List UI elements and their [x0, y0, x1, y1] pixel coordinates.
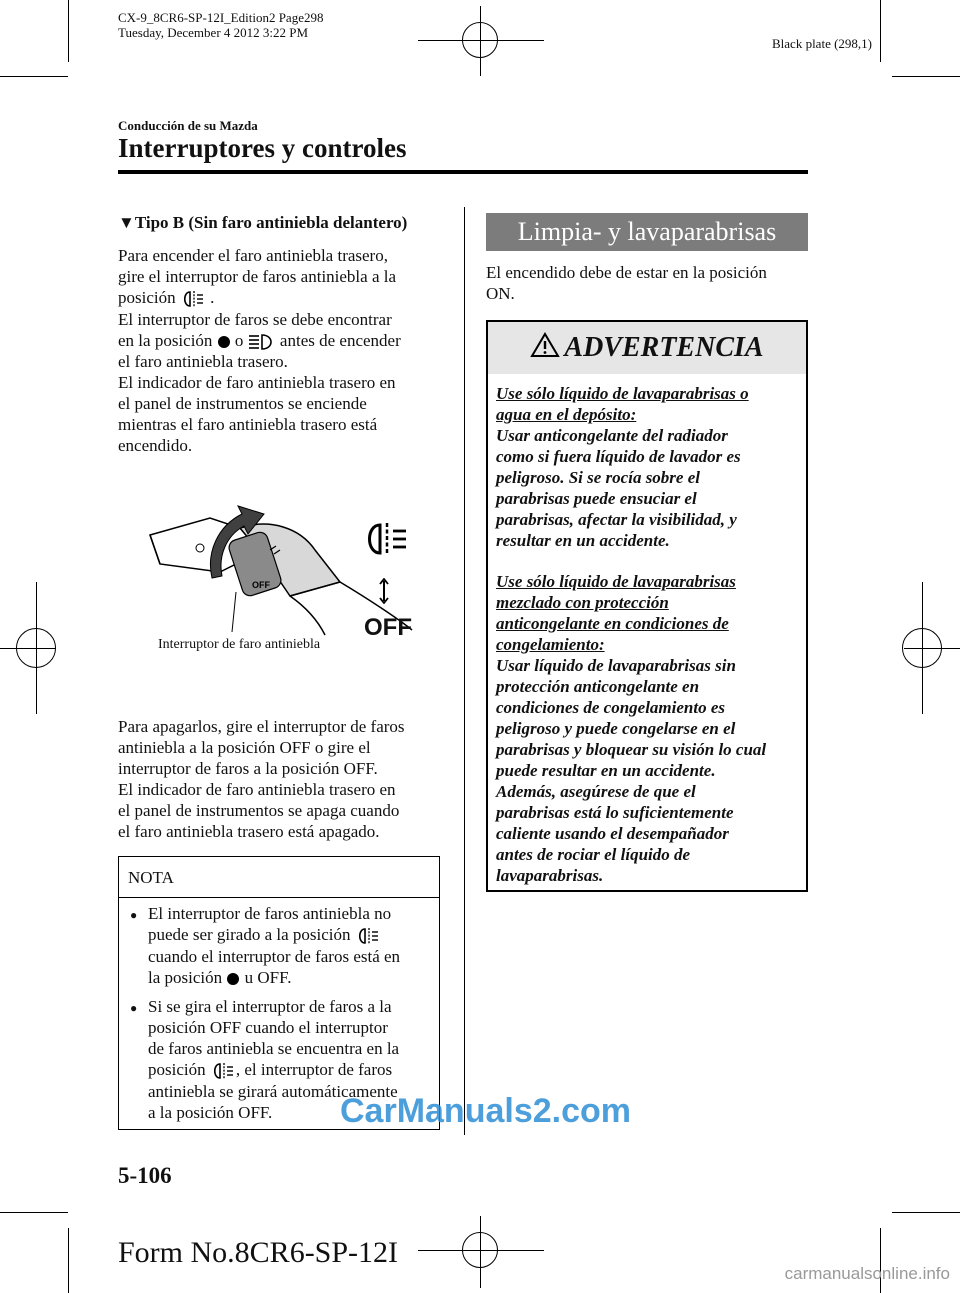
text-line: puede ser girado a la posición [148, 924, 433, 946]
note-item-1 [148, 903, 433, 988]
note-rule [118, 897, 440, 898]
text-line: puede resultar en un accidente. [496, 761, 716, 780]
off-position-label: OFF [364, 614, 412, 641]
crop-mark [0, 76, 68, 77]
rear-fog-lamp-icon [362, 520, 410, 560]
text-line: el faro antiniebla trasero está apagado. [118, 822, 380, 841]
text-line: Usar anticongelante del radiador [496, 426, 728, 445]
crop-mark [892, 1212, 960, 1213]
warning-subhead-line: Use sólo líquido de lavaparabrisas [496, 572, 736, 591]
text-line: parabrisas, afectar la visibilidad, y [496, 510, 737, 529]
plate-label: Black plate (298,1) [772, 36, 872, 51]
text-line: de faros antiniebla se encuentra en la [148, 1039, 400, 1058]
text-line: antiniebla a la posición OFF o gire el [118, 738, 371, 757]
warning-subhead-line: agua en el depósito: [496, 405, 637, 424]
crop-mark [68, 1228, 69, 1293]
warning-subhead-line: anticongelante en condiciones de [496, 614, 729, 633]
text-line: Además, asegúrese de que el [496, 782, 696, 801]
text-line: Para apagarlos, gire el interruptor de faros [118, 717, 405, 736]
registration-circle [462, 1232, 498, 1268]
text-line: Usar líquido de lavaparabrisas sin [496, 656, 736, 675]
text-line: mientras el faro antiniebla trasero está [118, 415, 378, 435]
text-line: protección anticongelante en [496, 677, 700, 696]
text-line: El interruptor de faros antiniebla no [148, 904, 392, 923]
note-title: NOTA [128, 868, 174, 887]
text-line: condiciones de congelamiento es [496, 698, 726, 717]
text-line: la posición u OFF. [148, 968, 292, 988]
text-line: en la posición o antes de encender [118, 331, 401, 351]
text-line: encendido. [118, 436, 193, 456]
site-watermark: carmanualsonline.info [784, 1264, 950, 1283]
paragraph-right-1 [486, 262, 808, 304]
bullet-icon: ● [130, 908, 138, 922]
registration-circle [462, 22, 498, 58]
section-title: Interruptores y controles [118, 133, 407, 163]
warning-item-1 [496, 383, 796, 551]
filled-dot-icon [226, 972, 240, 986]
text-line: parabrisas y bloquear su visión lo cual [496, 740, 767, 759]
text-line: peligroso y puede congelarse en el [496, 719, 736, 738]
rear-fog-lamp-icon [180, 289, 206, 309]
text-line: parabrisas puede ensuciar el [496, 489, 697, 508]
paragraph-1 [118, 245, 448, 456]
text-line: lavaparabrisas. [496, 866, 604, 885]
filled-dot-icon [217, 335, 231, 349]
text-line: ON. [486, 284, 515, 303]
text-line: posición . [118, 287, 448, 309]
paragraph-4 [118, 716, 448, 842]
warning-subhead-line: mezclado con protección [496, 593, 669, 612]
warning-subhead-line: congelamiento: [496, 635, 605, 654]
text-line: posición , el interruptor de faros [148, 1059, 433, 1081]
registration-circle [16, 628, 56, 668]
text-line: a la posición OFF. [148, 1103, 273, 1123]
warning-header [488, 322, 806, 374]
text-line: gire el interruptor de faros antiniebla a la [118, 267, 397, 286]
text-line: El indicador de faro antiniebla trasero en [118, 780, 396, 799]
headlight-icon [248, 333, 276, 351]
text-line: el panel de instrumentos se enciende [118, 394, 367, 414]
rear-fog-lamp-icon [355, 926, 381, 946]
chapter-title: Conducción de su Mazda [118, 118, 258, 133]
text-line: como si fuera líquido de lavador es [496, 447, 741, 466]
print-slug-line2: Tuesday, December 4 2012 3:22 PM [118, 25, 309, 40]
text-line: parabrisas está lo suficientemente [496, 803, 734, 822]
form-number: Form No.8CR6-SP-12I [118, 1236, 399, 1269]
text-line: interruptor de faros a la posición OFF. [118, 759, 378, 778]
crop-mark [0, 1212, 68, 1213]
crop-mark [880, 0, 881, 62]
warning-triangle-icon [530, 332, 560, 358]
triangle-marker-icon: ▼ [118, 213, 135, 232]
double-arrow-icon [378, 578, 390, 604]
text-line: El interruptor de faros se debe encontrar [118, 310, 392, 330]
rear-fog-lamp-icon [210, 1061, 236, 1081]
text-line: El indicador de faro antiniebla trasero en [118, 373, 396, 393]
text-line: el faro antiniebla trasero. [118, 352, 288, 372]
bullet-icon: ● [130, 1001, 138, 1015]
text-line: posición OFF cuando el interruptor [148, 1018, 388, 1037]
text-line: caliente usando el desempañador [496, 824, 729, 843]
warning-item-2 [496, 571, 796, 886]
crop-mark [68, 0, 69, 62]
text-line: antiniebla se girará automáticamente [148, 1082, 398, 1102]
text-line: antes de rociar el líquido de [496, 845, 691, 864]
subheading-text: Tipo B (Sin faro antiniebla delantero) [134, 213, 408, 232]
print-slug [118, 10, 323, 40]
subheading [118, 213, 407, 233]
text-line: el panel de instrumentos se apaga cuando [118, 801, 400, 820]
text-line: Si se gira el interruptor de faros a la [148, 997, 392, 1016]
registration-circle [902, 628, 942, 668]
header-rule [118, 170, 808, 174]
page-number: 5-106 [118, 1163, 172, 1188]
watermark-logo: CarManuals2.com [340, 1092, 631, 1130]
text-line: El encendido debe de estar en la posición [486, 263, 767, 282]
text-line: resultar en un accidente. [496, 531, 670, 550]
print-slug-line1: CX-9_8CR6-SP-12I_Edition2 Page298 [118, 10, 324, 25]
section-banner: Limpia- y lavaparabrisas [486, 213, 808, 251]
warning-title: ADVERTENCIA [564, 332, 764, 363]
crop-mark [892, 76, 960, 77]
column-divider [464, 207, 465, 1135]
warning-subhead-line: Use sólo líquido de lavaparabrisas o [496, 384, 749, 403]
text-line: Para encender el faro antiniebla trasero, [118, 246, 388, 265]
text-line: peligroso. Si se rocía sobre el [496, 468, 700, 487]
text-line: cuando el interruptor de faros está en [148, 947, 401, 967]
figure-caption: Interruptor de faro antiniebla [158, 637, 321, 652]
knob-off-label: OFF [252, 580, 270, 590]
